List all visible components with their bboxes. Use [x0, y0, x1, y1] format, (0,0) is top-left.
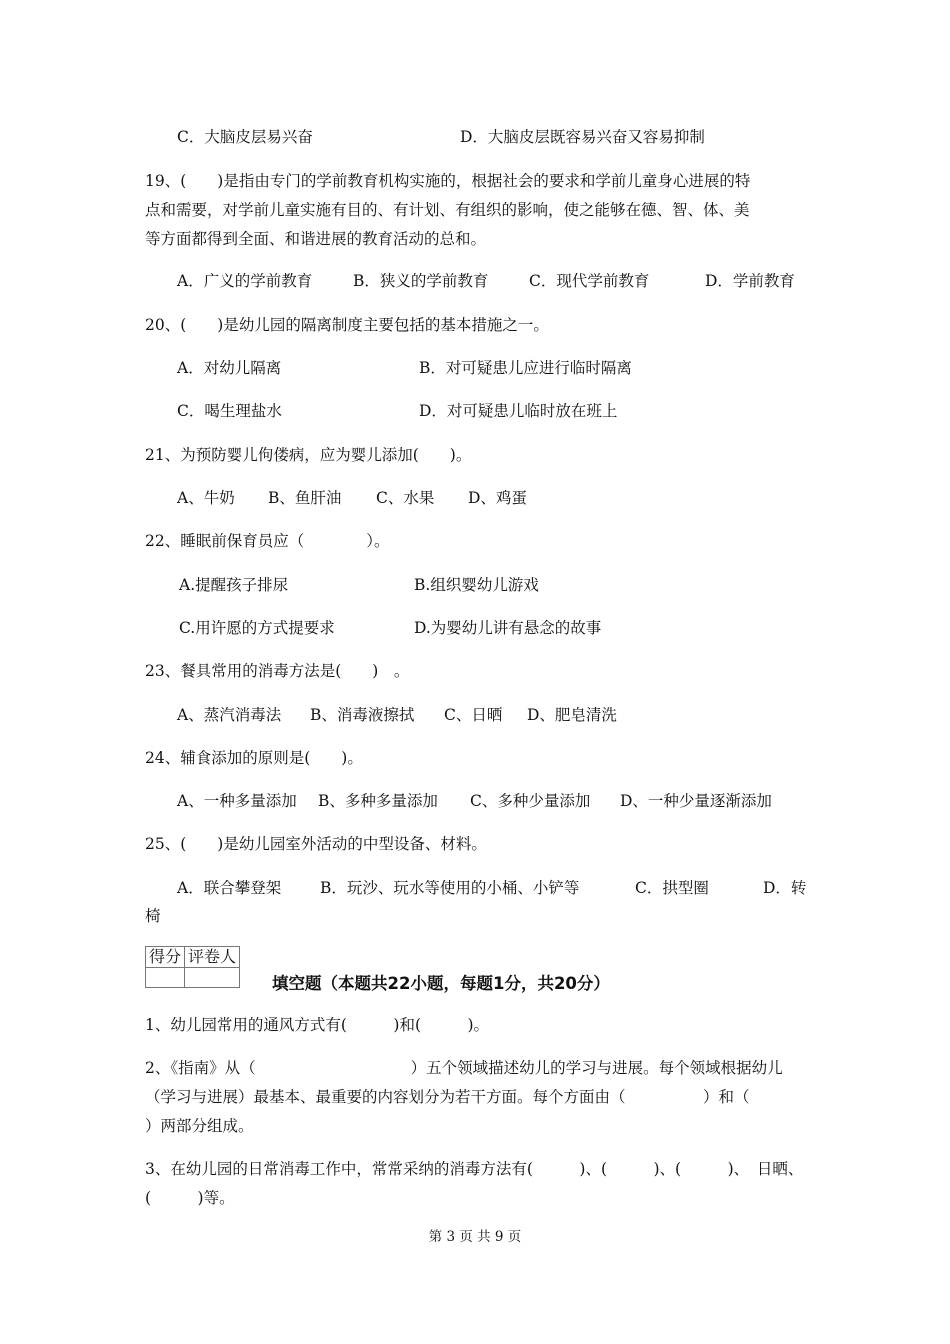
q24-option-b: B、多种多量添加: [318, 792, 438, 810]
score-table-header-score: 得分: [146, 947, 185, 968]
q18-option-c: C．大脑皮层易兴奋: [177, 128, 313, 146]
q19-option-c: C．现代学前教育: [529, 272, 650, 290]
score-cell: [146, 968, 185, 988]
q19-option-b: B．狭义的学前教育: [353, 272, 489, 290]
q19-stem-line3: 等方面都得到全面、和谐进展的教育活动的总和。: [145, 230, 487, 248]
q22-option-d: D.为婴幼儿讲有悬念的故事: [414, 619, 602, 637]
grader-cell: [185, 968, 240, 988]
q22-option-c: C.用许愿的方式提要求: [179, 619, 335, 637]
q25-option-c: C．拱型圈: [635, 879, 709, 897]
section-title-fill-in: 填空题（本题共22小题，每题1分，共20分）: [272, 974, 610, 993]
q18-option-d: D．大脑皮层既容易兴奋又容易抑制: [460, 128, 705, 146]
q25-option-d-wrap: 椅: [145, 907, 161, 925]
q23-option-a: A、蒸汽消毒法: [177, 706, 282, 724]
q21-option-c: C、水果: [376, 489, 435, 507]
q20-stem: 20、( )是幼儿园的隔离制度主要包括的基本措施之一。: [145, 316, 549, 334]
q22-option-b: B.组织婴幼儿游戏: [414, 576, 539, 594]
q20-option-b: B．对可疑患儿应进行临时隔离: [419, 359, 632, 377]
q23-option-d: D、肥皂清洗: [527, 706, 617, 724]
q20-option-d: D．对可疑患儿临时放在班上: [419, 402, 618, 420]
q23-option-c: C、日晒: [444, 706, 503, 724]
q24-option-a: A、一种多量添加: [177, 792, 297, 810]
fill-q1-line1: 1、幼儿园常用的通风方式有( )和( )。: [145, 1016, 490, 1034]
fill-q2-line3: ）两部分组成。: [145, 1117, 254, 1135]
fill-q3-line2: ( )等。: [145, 1189, 235, 1207]
q25-option-d: D．转: [763, 879, 807, 897]
q24-stem: 24、辅食添加的原则是( )。: [145, 749, 363, 767]
q19-option-d: D．学前教育: [705, 272, 795, 290]
q24-option-c: C、多种少量添加: [470, 792, 591, 810]
q19-stem-line1: 19、( )是指由专门的学前教育机构实施的，根据社会的要求和学前儿童身心进展的特: [145, 172, 751, 190]
fill-q3-line1: 3、在幼儿园的日常消毒工作中，常常采纳的消毒方法有( )、( )、( )、 日晒、: [145, 1160, 804, 1178]
q22-option-a: A.提醒孩子排尿: [179, 576, 289, 594]
q21-option-a: A、牛奶: [177, 489, 235, 507]
q21-option-d: D、鸡蛋: [468, 489, 527, 507]
fill-q2-line2: （学习与进展）最基本、最重要的内容划分为若干方面。每个方面由（ ）和（: [145, 1088, 750, 1106]
score-table-header-grader: 评卷人: [185, 947, 240, 968]
q25-option-a: A．联合攀登架: [177, 879, 282, 897]
q22-stem: 22、睡眠前保育员应（ ）。: [145, 532, 390, 550]
fill-q2-line1: 2、《指南》从（ ）五个领域描述幼儿的学习与进展。每个领域根据幼儿: [145, 1059, 783, 1077]
q19-option-a: A．广义的学前教育: [177, 272, 313, 290]
q24-option-d: D、一种少量逐渐添加: [620, 792, 772, 810]
page-footer: 第 3 页 共 9 页: [428, 1229, 522, 1245]
q23-option-b: B、消毒液擦拭: [310, 706, 415, 724]
q20-option-a: A．对幼儿隔离: [177, 359, 282, 377]
score-table: [145, 946, 240, 988]
q21-stem: 21、为预防婴儿佝偻病，应为婴儿添加( )。: [145, 446, 472, 464]
q21-option-b: B、鱼肝油: [268, 489, 342, 507]
q23-stem: 23、餐具常用的消毒方法是( ) 。: [145, 662, 410, 680]
q19-stem-line2: 点和需要，对学前儿童实施有目的、有计划、有组织的影响，使之能够在德、智、体、美: [145, 201, 750, 219]
q25-option-b: B．玩沙、玩水等使用的小桶、小铲等: [320, 879, 580, 897]
q20-option-c: C．喝生理盐水: [177, 402, 282, 420]
q25-stem: 25、( )是幼儿园室外活动的中型设备、材料。: [145, 835, 487, 853]
